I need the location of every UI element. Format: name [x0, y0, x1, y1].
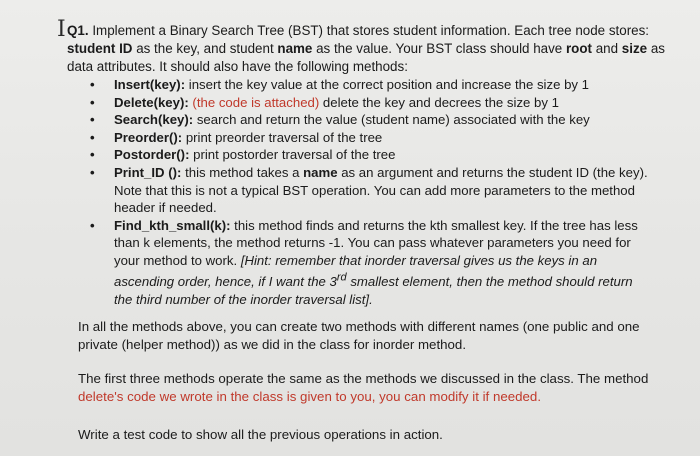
- question-paragraph: Q1. Implement a Binary Search Tree (BST) that stores student information. Each tree node stores: student ID as the key, and student name as the value. Your BST class should have root and size as data attributes. It should also have the following methods:: [67, 23, 665, 74]
- bullet-icon: •: [90, 112, 95, 128]
- bullet-icon: •: [90, 94, 95, 110]
- bullet-icon: •: [90, 164, 95, 180]
- list-item-print-id: • Print_ID (): this method takes a name as an argument and returns the student ID (the key). Note that this is not a typical BST operation. You can add more parameters to the method header if needed.: [90, 164, 648, 216]
- list-item-preorder: • Preorder(): print preorder traversal of the tree: [90, 129, 383, 145]
- list-item-find-kth-small: • Find_kth_small(k): this method finds and returns the kth smallest key. If the tree has less than k elements, the method returns -1. You can pass whatever parameters you need for your method to work. [Hint: remember that inorder traversal gives us the keys in an ascending order, hence, if I want the 3rd smallest element, then the method should return the third number of the inorder traversal list].: [90, 217, 638, 307]
- bullet-icon: •: [90, 129, 95, 145]
- bullet-icon: •: [90, 217, 95, 233]
- methods-list: [90, 76, 650, 308]
- list-item-postorder: • Postorder(): print postorder traversal of the tree: [90, 147, 396, 163]
- bullet-icon: •: [90, 77, 95, 92]
- test-code-paragraph: Write a test code to show all the previous operations in action.: [78, 427, 443, 442]
- bullet-icon: •: [90, 147, 95, 163]
- hint-text: [Hint: remember that inorder traversal gives us the keys in an ascending order, hence, if I want the 3rd smallest element, then the method should return the third number of the inorder traversal list].: [114, 252, 633, 307]
- list-item-search: • Search(key): search and return the value (student name) associated with the key: [90, 112, 590, 128]
- question-label: Q1.: [67, 23, 89, 38]
- first-three-methods-paragraph: The first three methods operate the same as the methods we discussed in the class. The method delete's code we wrote in the class is given to you, you can modify it if needed.: [78, 371, 649, 404]
- list-item-insert: • Insert(key): insert the key value at the correct position and increase the size by 1: [90, 77, 589, 92]
- text-cursor-icon: I: [57, 17, 66, 42]
- list-item-delete: • Delete(key): (the code is attached) delete the key and decrees the size by 1: [90, 94, 559, 110]
- helper-methods-paragraph: In all the methods above, you can create two methods with different names (one public and one private (helper method)) as we did in the class for inorder method.: [78, 319, 640, 352]
